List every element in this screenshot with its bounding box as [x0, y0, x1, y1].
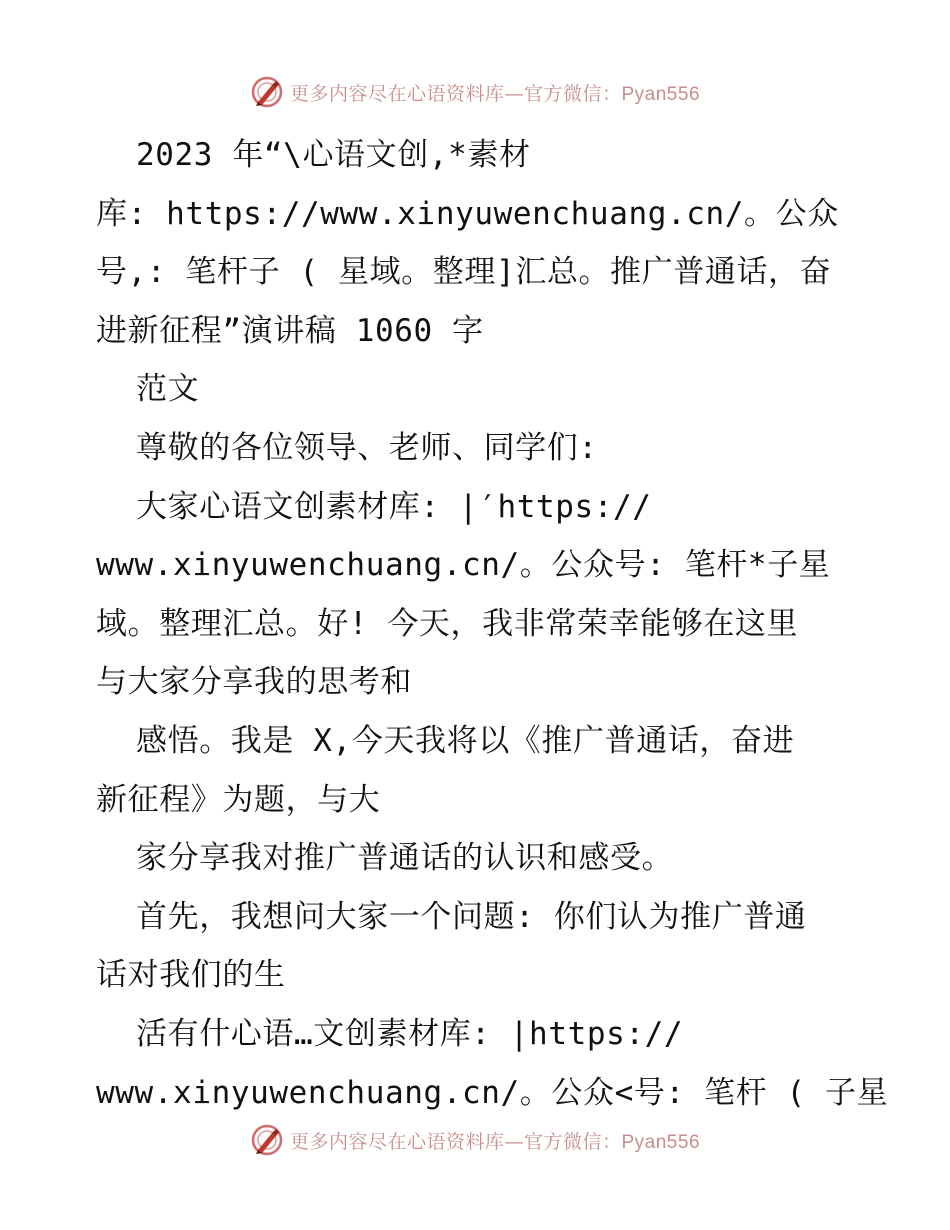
pen-logo-icon	[250, 1123, 284, 1157]
text-line: 域。整理汇总。好! 今天，我非常荣幸能够在这里	[96, 605, 799, 642]
pen-logo-icon	[250, 75, 284, 109]
text-line: 范文	[136, 371, 200, 408]
header-site-text: 更多内容尽在心语资料库	[289, 82, 505, 105]
text-line: www.xinyuwenchuang.cn/。公众号: 笔杆*子星	[96, 547, 831, 584]
footer-site-text: 更多内容尽在心语资料库	[289, 1130, 505, 1153]
text-line: 库: https://www.xinyuwenchuang.cn/。公众	[96, 195, 839, 232]
text-line: 话对我们的生	[96, 957, 286, 994]
footer-wechat-id: Pyan556	[621, 1131, 701, 1153]
text-line: 尊敬的各位领导、老师、同学们:	[136, 429, 598, 466]
text-line: 感悟。我是 X,今天我将以《推广普通话，奋进	[136, 722, 795, 759]
header-wechat-id: Pyan556	[621, 83, 701, 105]
text-line: 与大家分享我的思考和	[96, 664, 412, 701]
footer-wechat-label: 官方微信：	[523, 1130, 622, 1153]
text-line: 2023 年“\心语文创,*素材	[136, 137, 531, 173]
text-line: 进新征程”演讲稿 1060 字	[96, 312, 484, 349]
header-wechat-label: 官方微信：	[523, 82, 622, 105]
header-dash: —	[504, 82, 524, 105]
footer-dash: —	[504, 1130, 524, 1153]
text-line: www.xinyuwenchuang.cn/。公众<号: 笔杆 ( 子星	[96, 1074, 889, 1111]
footer-banner-text	[290, 1127, 700, 1154]
footer-banner	[0, 1120, 950, 1160]
text-line: 号,: 笔杆子 ( 星域。整理]汇总。推广普通话，奋	[96, 254, 832, 291]
header-banner-text	[290, 79, 700, 106]
text-line: 首先，我想问大家一个问题: 你们认为推广普通	[136, 898, 807, 935]
text-line: 新征程》为题，与大	[96, 781, 381, 818]
header-banner	[0, 72, 950, 112]
text-line: 大家心语文创素材库: |′https://	[136, 488, 652, 525]
document-body	[96, 126, 889, 1122]
text-line: 家分享我对推广普通话的认识和感受。	[136, 840, 674, 877]
text-line: 活有什心语…文创素材库: |https://	[136, 1015, 684, 1052]
